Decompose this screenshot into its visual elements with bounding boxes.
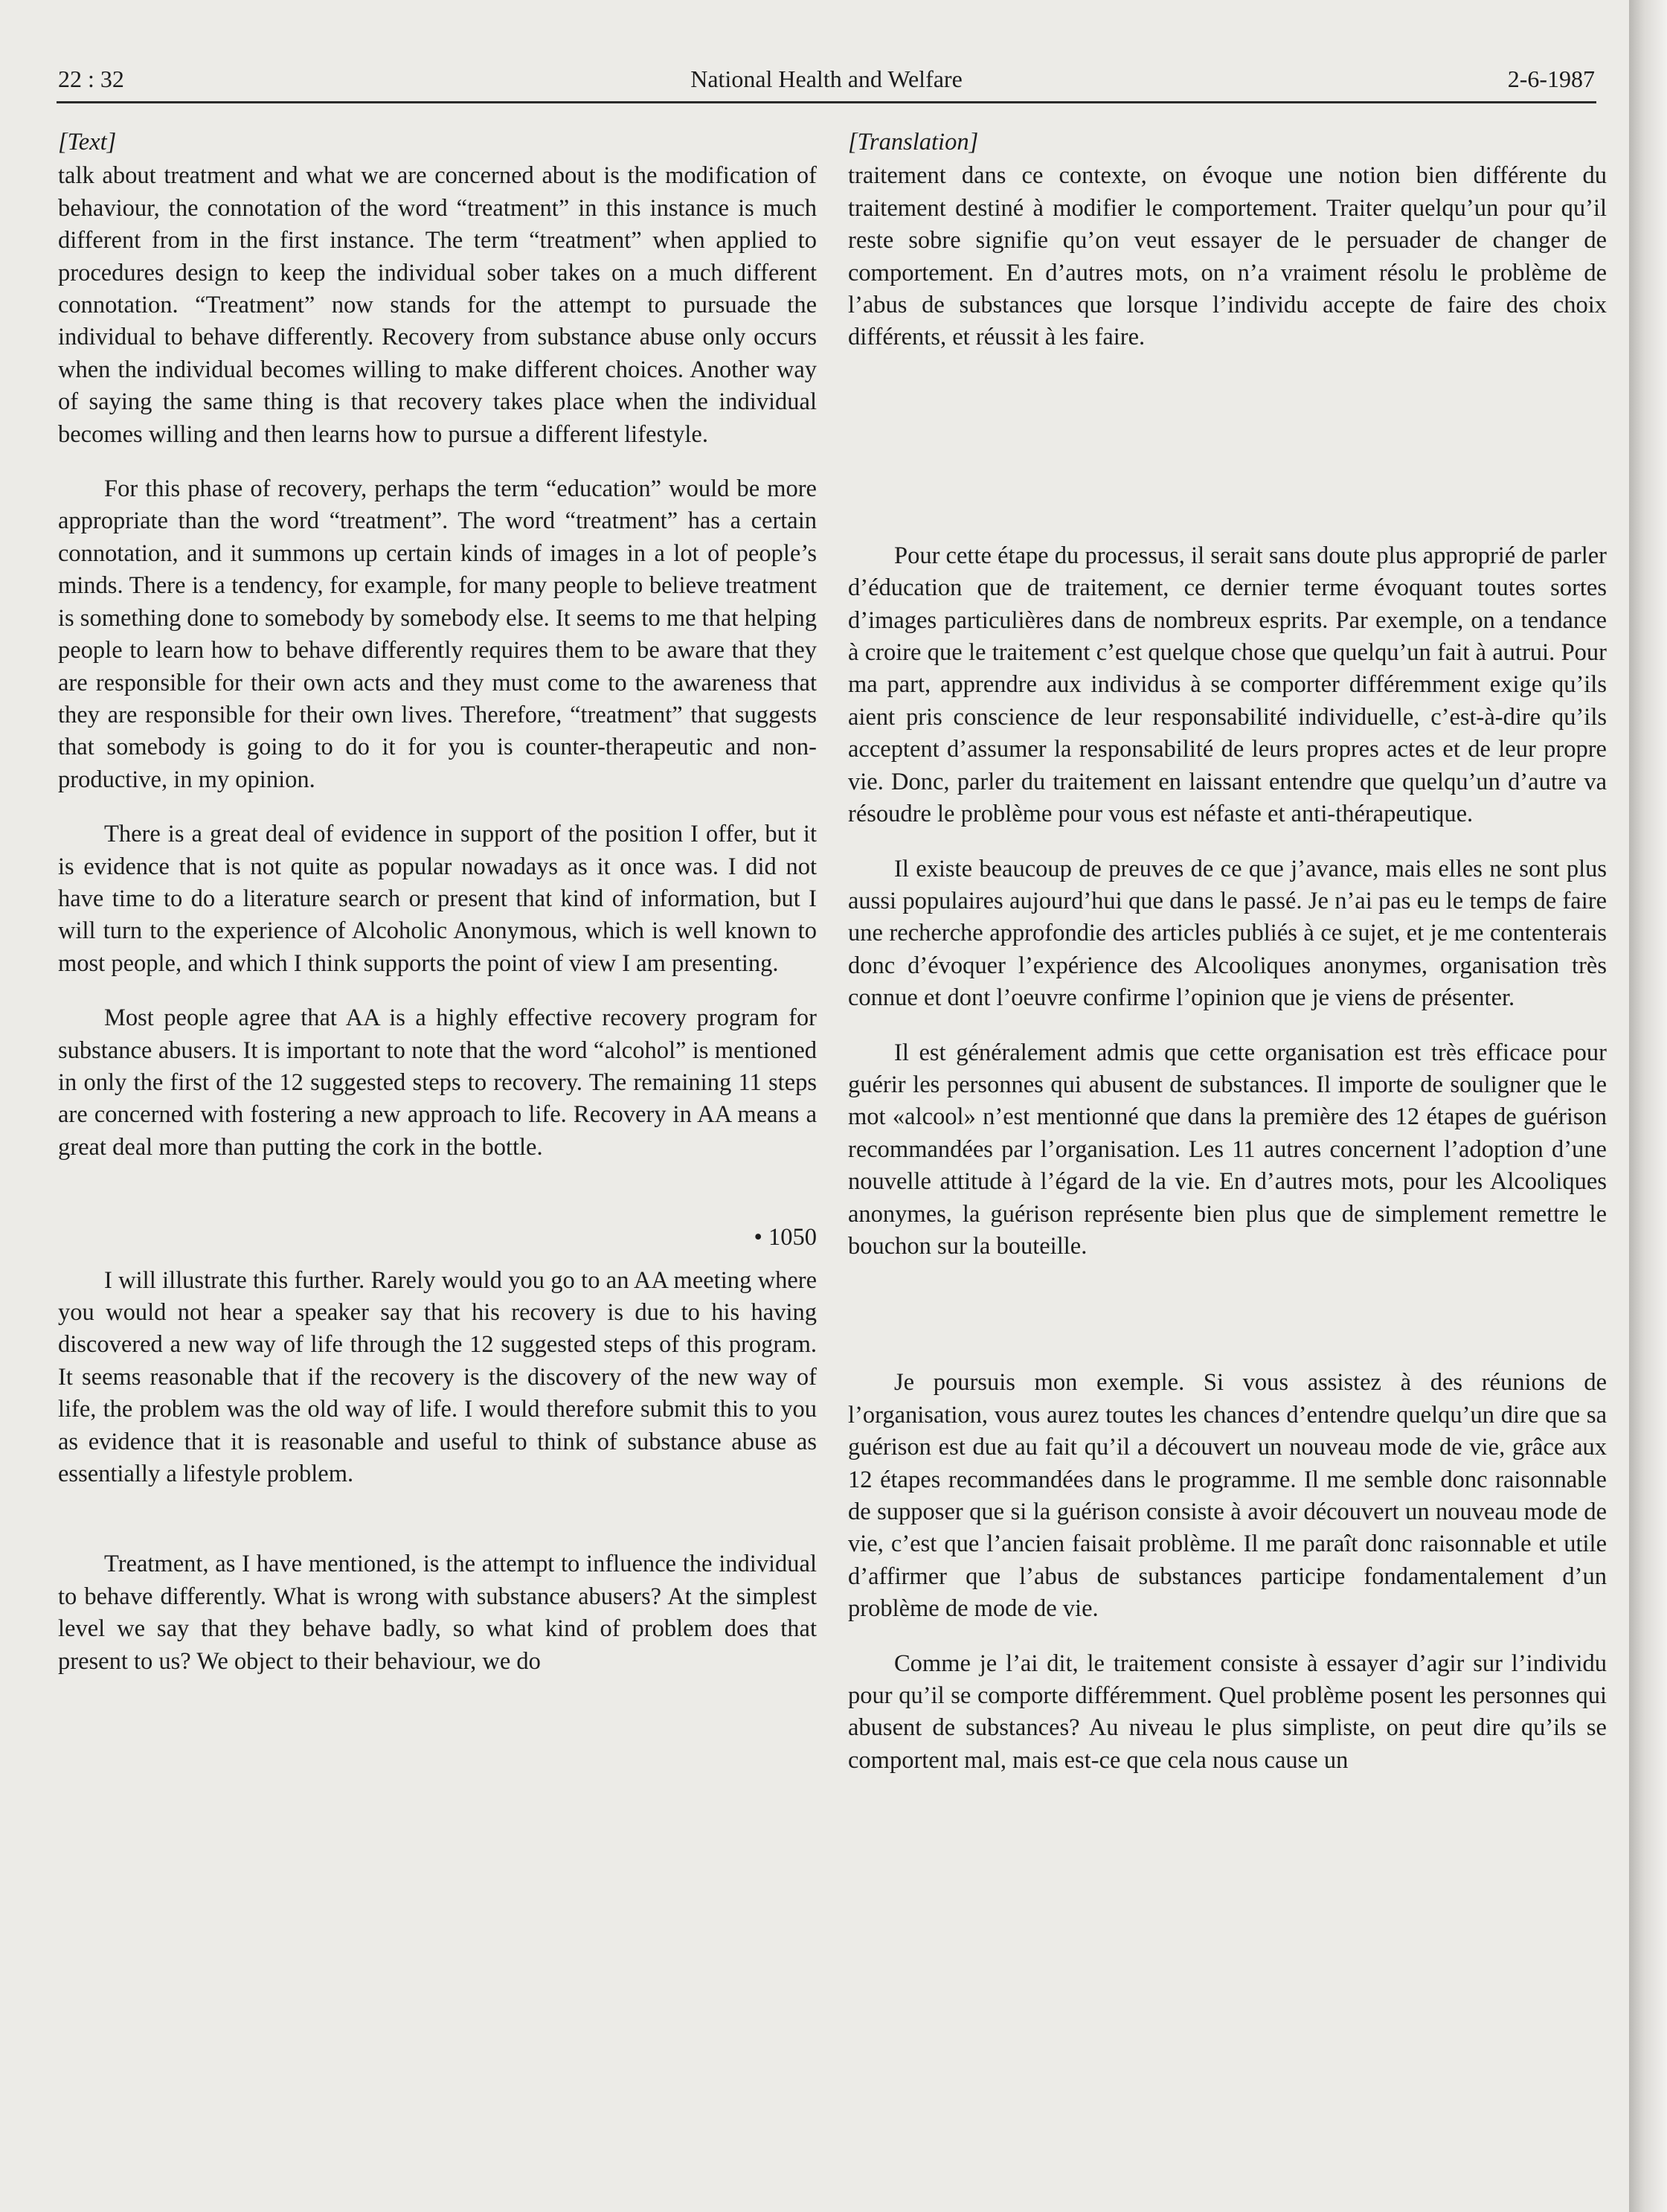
paragraph: I will illustrate this further. Rarely would you go to an AA meeting where you would not hear a speaker say that his recovery is due to his having discovered a new way of life through the 12 suggested steps of this program. It seems reasonable that if the recovery is the discovery of the new way of life, the problem was the old way of life. I would therefore submit this to you as evidence that it is reasonable and useful to think of substance abuse as essentially a lifestyle problem.	[58, 1266, 817, 1488]
paragraph: Je poursuis mon exemple. Si vous assistez à des réunions de l’organisation, vous aurez toutes les chances d’entendre quelqu’un dire que sa guérison est due au fait qu’il a découvert un nouveau mode de vie, grâce aux 12 étapes recommandées dans le programme. Il me semble donc raisonnable de supposer que si la guérison consiste à avoir découvert un nouveau mode de vie, c’est que l’ancien faisait problème. Il me paraît donc raisonnable et utile d’affirmer que l’abus de substances participe fondamentalement d’un problème de mode de vie.	[848, 1369, 1607, 1623]
header-date: 2-6-1987	[1507, 65, 1595, 92]
paragraph: talk about treatment and what we are concerned about is the modification of behaviour, the connotation of the word “treatment” in this instance is much different from in the first instance. The term “treatment” when applied to procedures design to keep the individual sober takes on a much different connotation. “Treatment” now stands for the attempt to pursuade the individual to behave differently. Recovery from substance abuse only occurs when the individual becomes willing to make different choices. Another way of saying the same thing is that recovery takes place when the individual becomes willing and then learns how to pursue a different lifestyle.	[58, 162, 817, 448]
english-column	[58, 126, 817, 1678]
paragraph: For this phase of recovery, perhaps the term “education” would be more appropriate than the word “treatment”. The word “treatment” has a certain connotation, and it summons up certain kinds of images in a lot of people’s minds. There is a tendency, for example, for many people to believe treatment is something done to somebody by somebody else. It seems to me that helping people to learn how to behave differently requires them to be aware that they are responsible for their own acts and they must come to the awareness that they are responsible for their own lives. Therefore, “treatment” that suggests that somebody is going to do it for you is counter-therapeutic and non-productive, in my opinion.	[58, 475, 818, 793]
paragraph: Pour cette étape du processus, il serait sans doute plus approprié de parler d’éducation que de traitement, ce dernier terme évoquant toutes sortes d’images particulières dans de nombreux esprits. Par exemple, on a tendance à croire que le traitement c’est quelque chose que quelqu’un fait à autrui. Pour ma part, apprendre aux individus à se comporter différemment exige qu’ils aient pris conscience de leur responsabilité individuelle, c’est-à-dire qu’ils acceptent d’assumer la responsabilité de leurs propres actes et de leur propre vie. Donc, parler du traitement en laissant entendre que quelqu’un d’autre va résoudre le problème pour vous est néfaste et anti-thérapeutique.	[848, 542, 1607, 828]
paragraph: Il existe beaucoup de preuves de ce que j’avance, mais elles ne sont plus aussi populaires aujourd’hui que dans le passé. Je n’ai pas eu le temps de faire une recherche approfondie des articles publiés à ce sujet, et je me contenterais donc d’évoquer l’expérience des Alcooliques anonymes, organisation très connue et dont l’oeuvre confirme l’opinion que je viens de présenter.	[848, 855, 1607, 1012]
time-marker: • 1050	[754, 1224, 817, 1251]
column-label-text: [Text]	[58, 129, 117, 156]
page-edge	[1629, 0, 1667, 2212]
page-number: 22 : 32	[58, 65, 124, 92]
header-rule	[57, 101, 1596, 103]
paragraph: traitement dans ce contexte, on évoque une notion bien différente du traitement destiné à modifier le comportement. Traiter quelqu’un pour qu’il reste sobre signifie qu’on veut essayer de le persuader de changer de comportement. En d’autres mots, on n’a vraiment résolu le problème de l’abus de substances que lorsque l’individu accepte de faire des choix différents, et réussit à les faire.	[848, 162, 1607, 351]
paragraph: Most people agree that AA is a highly effective recovery program for substance abusers. It is important to note that the word “alcohol” is mentioned in only the first of the 12 suggested steps to recovery. The remaining 11 steps are concerned with fostering a new approach to life. Recovery in AA means a great deal more than putting the cork in the bottle.	[58, 1004, 817, 1161]
column-label-translation: [Translation]	[848, 129, 979, 156]
paragraph: Il est généralement admis que cette organisation est très efficace pour guérir les personnes qui abusent de substances. Il importe de souligner que le mot «alcool» n’est mentionné que dans la première des 12 étapes de guérison recommandées par l’organisation. Les 11 autres concernent l’adoption d’une nouvelle attitude à l’égard de la vie. En d’autres mots, pour les Alcooliques anonymes, la guérison représente bien plus que de simplement remettre le bouchon sur la bouteille.	[848, 1039, 1607, 1260]
running-header	[58, 65, 1595, 103]
paragraph: Treatment, as I have mentioned, is the attempt to influence the individual to behave differently. What is wrong with substance abusers? At the simplest level we say that they behave badly, so what kind of problem does that present to us? We object to their behaviour, we do	[58, 1551, 817, 1675]
paragraph: There is a great deal of evidence in support of the position I offer, but it is evidence that is not quite as popular nowadays as it once was. I did not have time to do a literature search or present that kind of information, but I will turn to the experience of Alcoholic Anonymous, which is well known to most people, and which I think supports the point of view I am presenting.	[58, 821, 817, 977]
paragraph: Comme je l’ai dit, le traitement consiste à essayer d’agir sur l’individu pour qu’il se comporte différemment. Quel problème posent les personnes qui abusent de substances? Au niveau le plus simpliste, on peut dire qu’ils se comportent mal, mais est-ce que cela nous cause un	[848, 1650, 1607, 1774]
publication-title: National Health and Welfare	[690, 65, 963, 92]
french-column	[848, 126, 1607, 1777]
